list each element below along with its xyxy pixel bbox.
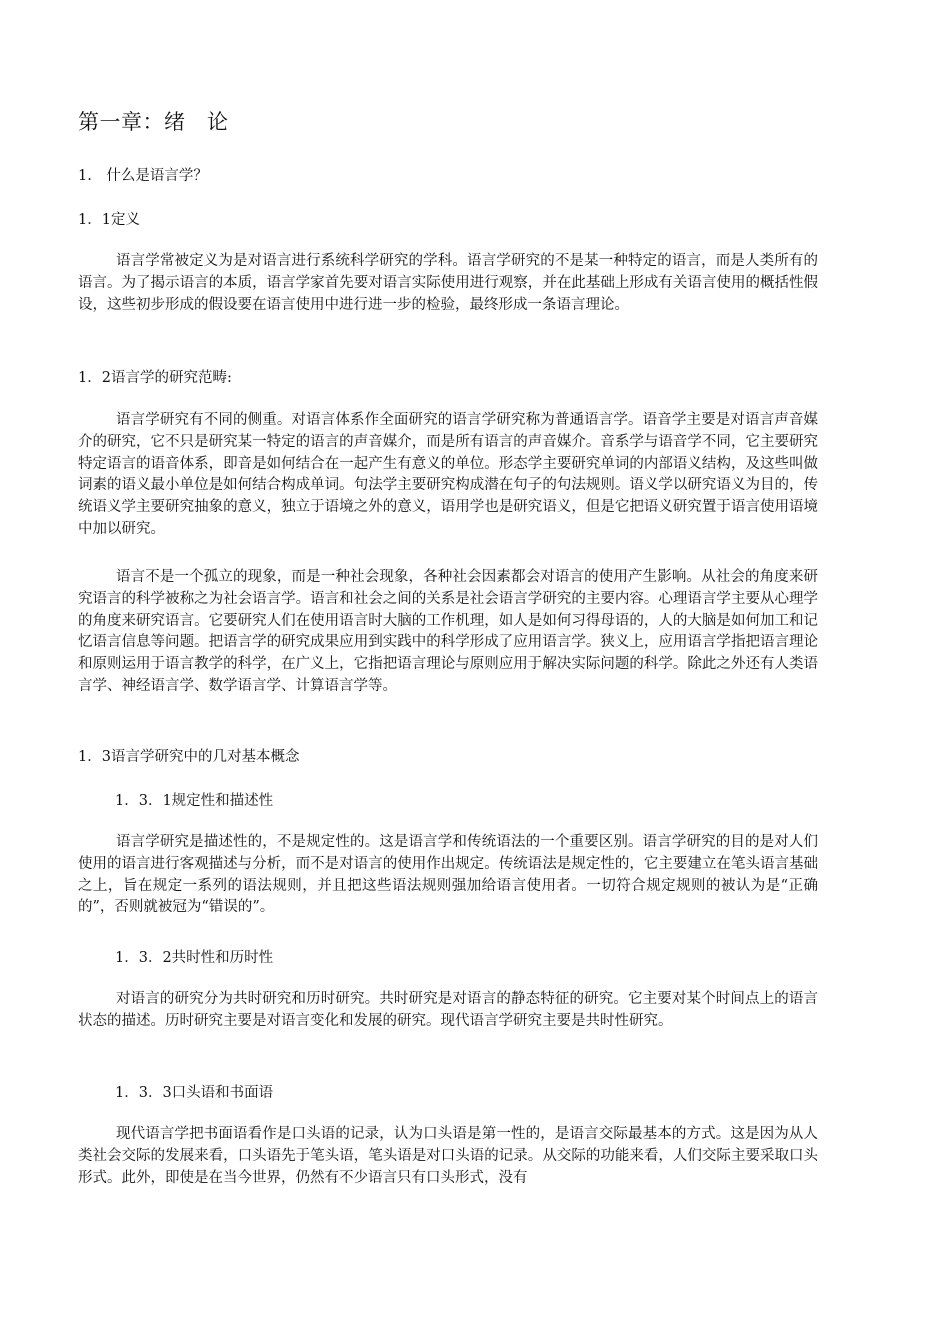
subsubsection-heading: 1．3．3口头语和书面语 bbox=[115, 1085, 274, 1101]
paragraph: 语言学研究是描述性的，不是规定性的。这是语言学和传统语法的一个重要区别。语言学研究的目的是对人们使用的语言进行客观描述与分析，而不是对语言的使用作出规定。传统语法是规定性的，它主要建立在笔头语言基础之上，旨在规定一系列的语法规则，并且把这些语法规则强加给语言使用者。一切符合规定规则的被认为是“正确的”，否则就被冠为“错误的”。 bbox=[78, 834, 818, 916]
subsection-heading: 1．2语言学的研究范畴: bbox=[78, 370, 232, 386]
paragraph: 语言学研究有不同的侧重。对语言体系作全面研究的语言学研究称为普通语言学。语音学主要是对语言声音媒介的研究，它不只是研究某一特定的语言的声音媒介，而是所有语言的声音媒介。音系学与语音学不同，它主要研究特定语言的语音体系，即音是如何结合在一起产生有意义的单位。形态学主要研究单词的内部语义结构，及这些叫做词素的语义最小单位是如何结合构成单词。句法学主要研究构成潜在句子的句法规则。语义学以研究语义为目的，传统语义学主要研究抽象的意义，独立于语境之外的意义，语用学也是研究语义，但是它把语义研究置于语言使用语境中加以研究。 bbox=[78, 412, 818, 537]
subsection-heading: 1．3语言学研究中的几对基本概念 bbox=[78, 749, 300, 765]
subsubsection-heading: 1．3．2共时性和历时性 bbox=[115, 950, 274, 966]
subsection-heading: 1．1定义 bbox=[78, 212, 140, 228]
paragraph: 对语言的研究分为共时研究和历时研究。共时研究是对语言的静态特征的研究。它主要对某个时间点上的语言状态的描述。历时研究主要是对语言变化和发展的研究。现代语言学研究主要是共时性研究。 bbox=[78, 991, 818, 1029]
paragraph: 语言不是一个孤立的现象，而是一种社会现象，各种社会因素都会对语言的使用产生影响。从社会的角度来研究语言的科学被称之为社会语言学。语言和社会之间的关系是社会语言学研究的主要内容。心理语言学主要从心理学的角度来研究语言。它要研究人们在使用语言时大脑的工作机理，如人是如何习得母语的，人的大脑是如何加工和记忆语言信息等问题。把语言学的研究成果应用到实践中的科学形成了应用语言学。狭义上，应用语言学指把语言理论和原则运用于语言教学的科学，在广义上，它指把语言理论与原则应用于解决实际问题的科学。除此之外还有人类语言学、神经语言学、数学语言学、计算语言学等。 bbox=[78, 569, 818, 694]
subsubsection-heading: 1．3．1规定性和描述性 bbox=[115, 793, 274, 809]
section-heading: 1. 什么是语言学？ bbox=[78, 168, 208, 184]
chapter-title: 第一章：绪 论 bbox=[78, 110, 229, 134]
paragraph: 现代语言学把书面语看作是口头语的记录，认为口头语是第一性的，是语言交际最基本的方式。这是因为从人类社会交际的发展来看，口头语先于笔头语，笔头语是对口头语的记录。从交际的功能来看，人们交际主要采取口头形式。此外，即使是在当今世界，仍然有不少语言只有口头形式，没有 bbox=[78, 1126, 818, 1186]
paragraph: 语言学常被定义为是对语言进行系统科学研究的学科。语言学研究的不是某一种特定的语言，而是人类所有的语言。为了揭示语言的本质，语言学家首先要对语言实际使用进行观察，并在此基础上形成有关语言使用的概括性假设，这些初步形成的假设要在语言使用中进行进一步的检验，最终形成一条语言理论。 bbox=[78, 253, 818, 313]
